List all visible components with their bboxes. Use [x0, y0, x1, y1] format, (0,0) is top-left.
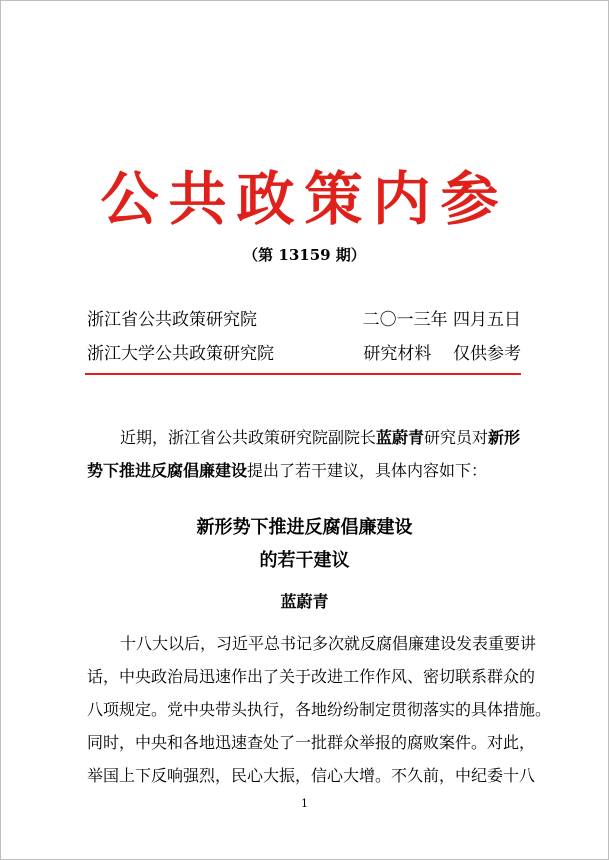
researcher-name: 蓝蔚青	[376, 428, 425, 447]
intro-text-3: 提出了若干建议，具体内容如下：	[247, 461, 488, 480]
body-line: 十八大以后，习近平总书记多次就反腐倡廉建设发表重要讲	[120, 634, 537, 653]
body-line: 同时，中央和各地迅速查处了一批群众举报的腐败案件。对此，	[87, 733, 536, 752]
header-row-2	[87, 341, 521, 367]
circulation-note: 研究材料 仅供参考	[363, 344, 521, 364]
masthead-title: 公共政策内参	[100, 165, 509, 233]
body-line: 八项规定。党中央带头执行，各地纷纷制定贯彻落实的具体措施。	[87, 700, 552, 719]
intro-paragraph	[87, 421, 521, 487]
intro-text-1: 近期，浙江省公共政策研究院副院长	[120, 428, 377, 447]
article-title-line-2: 的若干建议	[259, 550, 350, 571]
org-name-provincial: 浙江省公共政策研究院	[87, 310, 257, 330]
intro-text-2: 研究员对	[424, 428, 489, 447]
article-title-line-1: 新形势下推进反腐倡廉建设	[196, 517, 413, 538]
header-divider	[85, 373, 521, 375]
header-row-1	[87, 307, 521, 333]
issue-date: 二〇一三年 四月五日	[362, 310, 521, 330]
page-number: 1	[301, 797, 308, 810]
issue-number: （第 13159 期）	[243, 246, 366, 264]
intro-topic: 新形势下推进反腐倡廉建设	[87, 428, 521, 480]
article-author: 蓝蔚青	[280, 592, 329, 611]
article-body	[87, 627, 552, 792]
org-name-university: 浙江大学公共政策研究院	[87, 344, 274, 364]
body-line: 话，中央政治局迅速作出了关于改进工作作风、密切联系群众的	[87, 667, 536, 686]
body-line: 举国上下反响强烈，民心大振，信心大增。不久前，中纪委十八	[87, 766, 536, 785]
